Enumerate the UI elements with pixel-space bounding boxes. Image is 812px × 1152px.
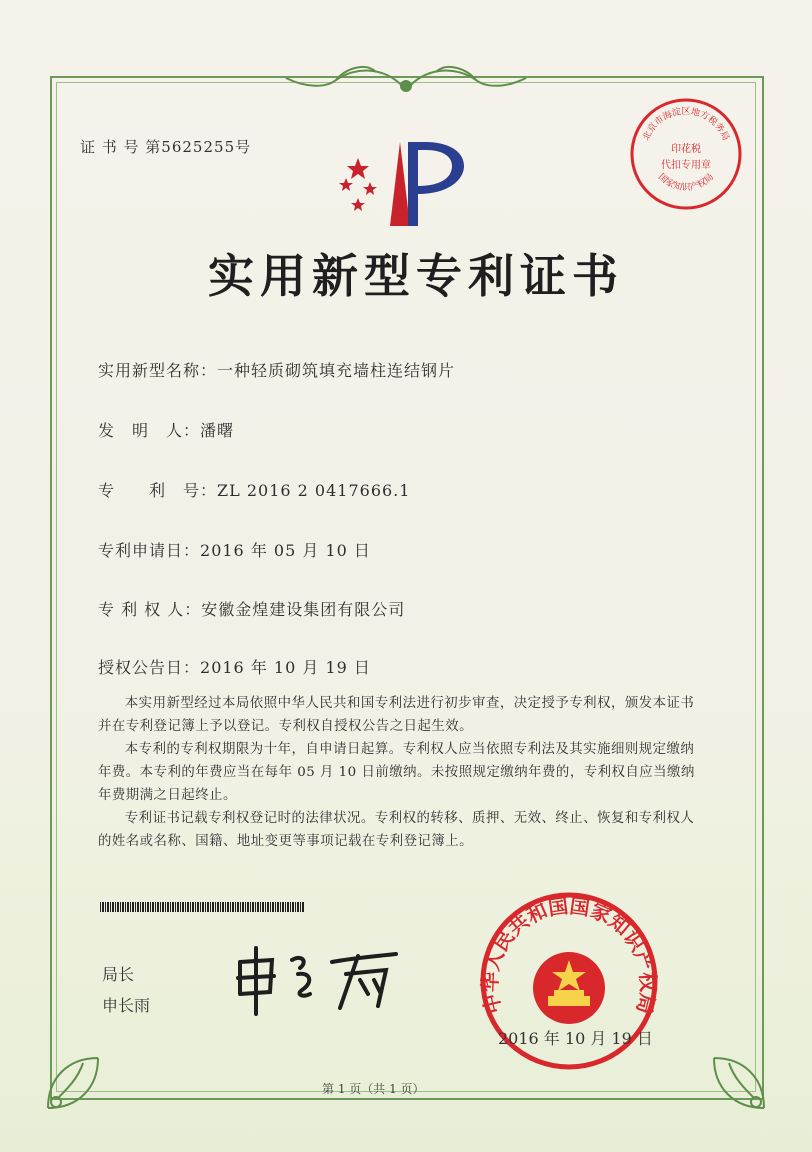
handwritten-signature [228,940,408,1020]
seal-text: 中华人民共和国国家知识产权局 [478,893,660,1017]
corner-seal-bottom-text: 国家知识产权局 [655,172,717,194]
barcode-icon [100,902,304,912]
field-value: 2016 年 10 月 19 日 [200,658,371,677]
page-footer: 第 1 页（共 1 页） [322,1082,425,1096]
certificate-number: 证 书 号 第5625255号 [80,138,252,156]
national-emblem-icon [533,952,605,1024]
field-patent-number [98,478,410,501]
director-title: 局长 [102,965,135,984]
field-value: 一种轻质砌筑填充墙柱连结钢片 [217,361,456,380]
corner-seal [628,96,744,212]
field-inventor [98,418,234,441]
field-value: 安徽金煌建设集团有限公司 [201,600,406,619]
field-utility-model-name [98,358,455,381]
field-patentee [98,597,405,620]
certificate-body [98,692,696,853]
field-label: 实用新型名称： [98,361,218,380]
corner-ornament-icon [684,1028,774,1118]
field-label: 专 利 号： [98,481,218,500]
body-paragraph: 本实用新型经过本局依照中华人民共和国专利法进行初步审查，决定授予专利权，颁发本证书并在专利登记簿上予以登记。专利权自授权公告之日起生效。 [98,696,695,734]
corner-ornament-icon [38,1028,128,1118]
field-grant-date [98,655,371,678]
field-label: 授权公告日： [98,658,201,677]
corner-seal-line-2: 代扣专用章 [661,160,711,171]
director-name: 申长雨 [102,996,151,1015]
body-paragraph: 本专利的专利权期限为十年，自申请日起算。专利权人应当依照专利法及其实施细则规定缴纳年费。本专利的年费应当在每年 05 月 10 日前缴纳。未按照规定缴纳年费的，专利权自应当缴纳年费期满之日起终止。 [98,742,695,803]
field-value: 潘曙 [200,421,235,440]
field-value: ZL 2016 2 0417666.1 [217,481,411,500]
field-value: 2016 年 05 月 10 日 [200,541,371,560]
patent-office-logo-icon [338,134,468,234]
top-ornament-icon [276,58,536,98]
corner-seal-outer-text: 北京市海淀区地方税务局 [641,107,731,143]
corner-seal-line-1: 印花税 [671,144,701,155]
body-paragraph: 专利证书记载专利权登记时的法律状况。专利权的转移、质押、无效、终止、恢复和专利权人的姓名或名称、国籍、地址变更等事项记载在专利登记簿上。 [98,811,695,849]
field-label: 专利申请日： [98,541,201,560]
certificate-title: 实用新型专利证书 [208,249,624,303]
field-label: 发 明 人： [98,421,201,440]
seal-date: 2016 年 10 月 19 日 [498,1029,653,1048]
field-label: 专 利 权 人： [98,600,202,619]
field-application-date [98,538,371,561]
